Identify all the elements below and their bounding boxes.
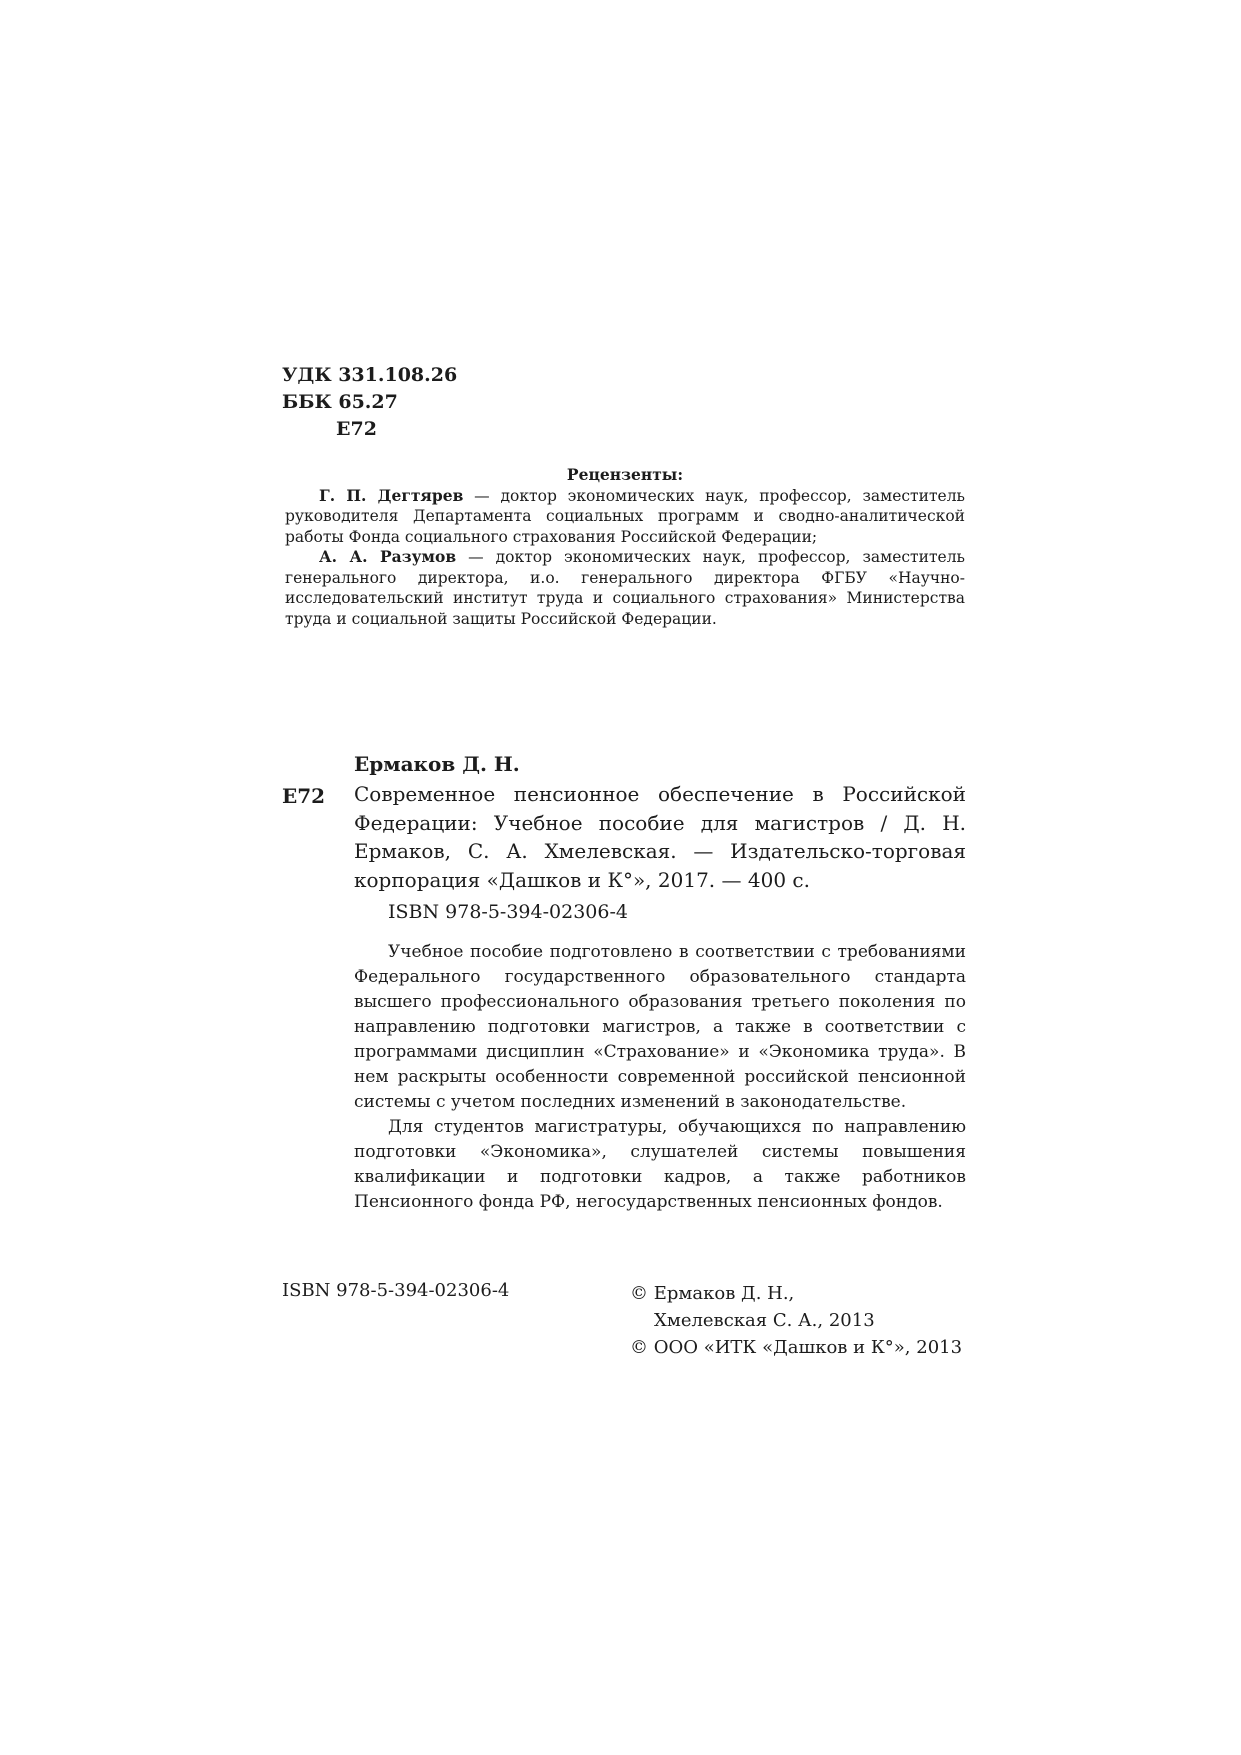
catalog-description: Современное пенсионное обеспечение в Российской Федерации: Учебное пособие для магистров / Д. Н. Ермаков, С. А. Хмелевская. — Издательско-торговая корпорация «Дашков и К°», 2017. — 400 с. [354, 782, 966, 892]
reviewers-title: Рецензенты: [566, 465, 684, 484]
reviewer-2-name: А. А. Разумов [319, 547, 457, 566]
abstract-paragraph-1: Учебное пособие подготовлено в соответствии с требованиями Федерального государственного образовательного стандарта высшего профессионального образования третьего поколения по направлению подготовки магистров, а также в соответствии с программами дисциплин «Страхование» и «Экономика труда». В нем раскрыты особенности современной российской пенсионной системы с учетом последних изменений в законодательстве. [354, 942, 966, 1112]
book-abstract [354, 940, 966, 1215]
catalog-code: Е72 [282, 784, 326, 808]
author-mark-code: Е72 [336, 418, 377, 440]
classification-codes [282, 362, 457, 443]
catalog-entry [354, 780, 966, 894]
bbk-code: ББК 65.27 [282, 391, 398, 413]
copyright-line-3: © ООО «ИТК «Дашков и К°», 2013 [630, 1337, 963, 1358]
reviewer-2 [285, 547, 965, 629]
udk-code: УДК 331.108.26 [282, 364, 458, 386]
footer-isbn: ISBN 978-5-394-02306-4 [282, 1280, 510, 1301]
abstract-paragraph-2: Для студентов магистратуры, обучающихся по направлению подготовки «Экономика», слушателей системы повышения квалификации и подготовки кадров, а также работников Пенсионного фонда РФ, негосударственных пенсионных фондов. [354, 1117, 966, 1212]
reviewers-section [285, 465, 965, 629]
copyright-block [630, 1280, 962, 1361]
reviewer-1-text: — доктор экономических наук, профессор, заместитель руководителя Департамента социальных программ и сводно-аналитической работы Фонда социального страхования Российской Федерации; [285, 486, 965, 546]
catalog-isbn: ISBN 978-5-394-02306-4 [388, 901, 628, 923]
reviewer-1-name: Г. П. Дегтярев [319, 485, 464, 505]
copyright-line-2: Хмелевская С. А., 2013 [654, 1310, 875, 1331]
copyright-line-1: © Ермаков Д. Н., [630, 1283, 795, 1304]
reviewer-2-text: — доктор экономических наук, профессор, заместитель генерального директора, и.о. генерального директора ФГБУ «Научно-исследовательский институт труда и социального страхования» Министерства труда и социальной защиты Российской Федерации. [285, 548, 965, 628]
reviewer-1 [285, 486, 965, 548]
catalog-author: Ермаков Д. Н. [354, 752, 520, 776]
